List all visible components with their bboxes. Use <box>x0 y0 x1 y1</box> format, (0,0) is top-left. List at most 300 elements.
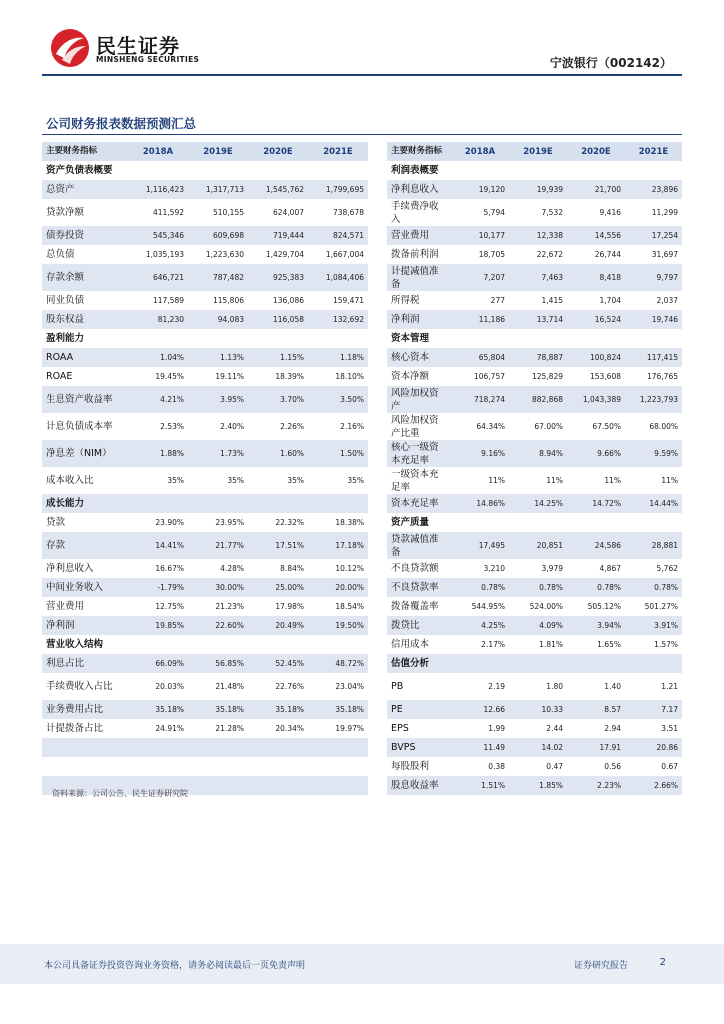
header-year-cell: 2019E <box>509 142 567 161</box>
value-cell: 22.60% <box>188 616 248 635</box>
value-cell <box>509 161 567 180</box>
value-cell: 718,274 <box>451 386 509 413</box>
value-cell: 19,939 <box>509 180 567 199</box>
value-cell: 1,084,406 <box>308 264 368 291</box>
value-cell: 14,556 <box>567 226 625 245</box>
row-label: 营业收入结构 <box>46 639 104 650</box>
value-cell: 21.28% <box>215 724 244 733</box>
value-cell: 1,223,630 <box>205 250 244 259</box>
value-cell: 67.00% <box>534 422 563 431</box>
value-cell: 14.44% <box>625 494 682 513</box>
value-cell <box>308 494 368 513</box>
value-cell: 116,058 <box>248 310 308 329</box>
value-cell: 64.34% <box>476 422 505 431</box>
value-cell: 2,037 <box>656 296 678 305</box>
value-cell <box>308 161 368 180</box>
right-financial-table <box>387 142 682 795</box>
value-cell: 1.18% <box>308 348 368 367</box>
value-cell: 117,415 <box>625 348 682 367</box>
value-cell: 20.34% <box>275 724 304 733</box>
value-cell: 1.21 <box>661 682 678 691</box>
header-label-cell: 主要财务指标 <box>387 142 451 161</box>
value-cell: 544.95% <box>471 602 505 611</box>
value-cell: 719,444 <box>248 226 308 245</box>
table-row <box>387 738 682 757</box>
value-cell: 1,116,423 <box>128 180 188 199</box>
value-cell <box>188 776 248 795</box>
value-cell: 14.41% <box>128 532 188 559</box>
value-cell: 30.00% <box>188 578 248 597</box>
table-row <box>42 367 368 386</box>
value-cell <box>188 494 248 513</box>
table-row <box>387 291 682 310</box>
value-cell: 100,824 <box>567 348 625 367</box>
value-cell: 1.40 <box>604 682 621 691</box>
value-cell: 18.39% <box>275 372 304 381</box>
value-cell: 35.18% <box>248 700 308 719</box>
row-label: 资本充足率 <box>387 494 451 513</box>
value-cell: 8,418 <box>567 264 625 291</box>
table-row <box>387 700 682 719</box>
table-row <box>42 719 368 738</box>
value-cell: 19.50% <box>308 616 368 635</box>
value-cell: 67.50% <box>592 422 621 431</box>
value-cell: 1.51% <box>451 776 509 795</box>
value-cell <box>188 161 248 180</box>
value-cell: 524.00% <box>529 602 563 611</box>
header-year-cell: 2020E <box>248 142 308 161</box>
value-cell: 1,043,389 <box>567 386 625 413</box>
value-cell: 277 <box>490 296 505 305</box>
value-cell: 14.25% <box>509 494 567 513</box>
row-label: 债券投资 <box>42 226 128 245</box>
value-cell: 48.72% <box>308 654 368 673</box>
table-row <box>42 700 368 719</box>
table-header-row <box>42 142 368 161</box>
header-year-cell: 2018A <box>451 142 509 161</box>
page-header <box>0 0 724 80</box>
value-cell <box>567 329 625 348</box>
table-row <box>42 180 368 199</box>
row-label: 成本收入比 <box>46 475 94 486</box>
value-cell <box>128 494 188 513</box>
value-cell <box>308 738 368 757</box>
value-cell: 22.76% <box>275 682 304 691</box>
table-row <box>42 226 368 245</box>
row-label: 核心一级资本充足率 <box>387 440 451 467</box>
value-cell: 9.66% <box>567 440 625 467</box>
value-cell: 9,416 <box>599 208 621 217</box>
row-label: 营业费用 <box>46 601 85 612</box>
value-cell: 10.12% <box>335 564 364 573</box>
value-cell: 21.77% <box>188 532 248 559</box>
table-row <box>42 635 368 654</box>
row-label: 同业负债 <box>46 295 85 306</box>
value-cell: 17,495 <box>451 532 509 559</box>
value-cell: 2.26% <box>280 422 304 431</box>
table-row <box>387 440 682 467</box>
value-cell: 2.44 <box>546 724 563 733</box>
row-label: 中间业务收入 <box>42 578 128 597</box>
value-cell: 115,806 <box>212 296 244 305</box>
row-label: 风险加权资产比重 <box>391 414 439 439</box>
row-label: 计息负债成本率 <box>46 421 113 432</box>
value-cell: 26,744 <box>594 250 621 259</box>
value-cell: 56.85% <box>188 654 248 673</box>
value-cell <box>451 513 509 532</box>
value-cell: 8.94% <box>509 440 567 467</box>
table-row <box>387 386 682 413</box>
value-cell: 23,896 <box>625 180 682 199</box>
value-cell: 19.97% <box>335 724 364 733</box>
value-cell: 35.18% <box>188 700 248 719</box>
value-cell <box>451 161 509 180</box>
table-row <box>387 513 682 532</box>
value-cell <box>308 757 368 776</box>
value-cell <box>128 161 188 180</box>
value-cell <box>248 776 308 795</box>
value-cell: 16.67% <box>155 564 184 573</box>
value-cell: 0.78% <box>567 578 625 597</box>
value-cell: 35% <box>167 476 184 485</box>
value-cell: 21.48% <box>215 682 244 691</box>
table-row <box>387 199 682 226</box>
value-cell: 176,765 <box>646 372 678 381</box>
value-cell <box>308 329 368 348</box>
value-cell: 8.57 <box>567 700 625 719</box>
value-cell: 624,007 <box>272 208 304 217</box>
row-label: 不良贷款率 <box>387 578 451 597</box>
value-cell: 1.60% <box>248 440 308 467</box>
value-cell: 19,746 <box>625 310 682 329</box>
value-cell: 0.78% <box>451 578 509 597</box>
value-cell: 7,463 <box>509 264 567 291</box>
value-cell: 153,608 <box>589 372 621 381</box>
value-cell: 17.18% <box>308 532 368 559</box>
value-cell: 1.80 <box>546 682 563 691</box>
value-cell: 0.78% <box>625 578 682 597</box>
value-cell <box>248 738 308 757</box>
row-label: 净利息收入 <box>387 180 451 199</box>
value-cell: 23.90% <box>155 518 184 527</box>
row-label: 一级资本充足率 <box>391 468 439 493</box>
value-cell: 17.91 <box>567 738 625 757</box>
value-cell: 81,230 <box>128 310 188 329</box>
table-row <box>387 578 682 597</box>
value-cell: 1,799,695 <box>308 180 368 199</box>
table-row <box>42 467 368 494</box>
value-cell <box>625 329 682 348</box>
value-cell: 545,346 <box>128 226 188 245</box>
value-cell: 11% <box>604 476 621 485</box>
value-cell: 738,678 <box>332 208 364 217</box>
table-row <box>387 310 682 329</box>
row-label: ROAE <box>46 371 73 382</box>
table-row <box>42 199 368 226</box>
table-row <box>387 161 682 180</box>
value-cell: 3,210 <box>483 564 505 573</box>
value-cell: 11,299 <box>651 208 678 217</box>
row-label: 信用成本 <box>391 639 430 650</box>
row-label: 风险加权资产 <box>387 386 451 413</box>
value-cell: 20.49% <box>248 616 308 635</box>
row-label: 净利润 <box>42 616 128 635</box>
value-cell: 7.17 <box>625 700 682 719</box>
value-cell: 9.59% <box>625 440 682 467</box>
row-label: 贷款减值准备 <box>387 532 451 559</box>
row-label: 存款余额 <box>42 264 128 291</box>
value-cell: 2.94 <box>604 724 621 733</box>
row-label: 贷款净额 <box>46 207 85 218</box>
value-cell: 5,762 <box>656 564 678 573</box>
row-label: EPS <box>391 723 409 734</box>
value-cell <box>567 654 625 673</box>
value-cell: 17.98% <box>275 602 304 611</box>
table-row <box>42 440 368 467</box>
table-row <box>387 719 682 738</box>
row-label: 业务费用占比 <box>42 700 128 719</box>
left-financial-table <box>42 142 368 795</box>
value-cell: 505.12% <box>587 602 621 611</box>
value-cell <box>128 757 188 776</box>
value-cell: 1.04% <box>128 348 188 367</box>
table-row <box>387 597 682 616</box>
table-row <box>387 635 682 654</box>
logo-english-name: MINSHENG SECURITIES <box>96 55 200 64</box>
value-cell: 7,532 <box>541 208 563 217</box>
value-cell <box>188 738 248 757</box>
value-cell: 2.40% <box>220 422 244 431</box>
value-cell: 1.99 <box>488 724 505 733</box>
value-cell <box>128 329 188 348</box>
table-row <box>42 291 368 310</box>
company-ticker: 宁波银行（002142） <box>549 56 672 70</box>
value-cell: 21.23% <box>215 602 244 611</box>
value-cell: 2.16% <box>340 422 364 431</box>
value-cell <box>509 513 567 532</box>
value-cell: 23.04% <box>335 682 364 691</box>
source-note: 资料来源：公司公告、民生证券研究院 <box>52 789 188 798</box>
value-cell: 510,155 <box>212 208 244 217</box>
row-label: 资产质量 <box>391 517 430 528</box>
value-cell: 1.88% <box>128 440 188 467</box>
value-cell: 19.45% <box>155 372 184 381</box>
value-cell: 18.54% <box>335 602 364 611</box>
value-cell <box>308 776 368 795</box>
table-row <box>387 467 682 494</box>
row-label: 成长能力 <box>42 494 128 513</box>
row-label: 盈利能力 <box>46 333 85 344</box>
table-row <box>387 654 682 673</box>
value-cell: 1.65% <box>597 640 621 649</box>
value-cell: 23.95% <box>215 518 244 527</box>
value-cell: 1.13% <box>188 348 248 367</box>
row-label: 资本净额 <box>391 371 430 382</box>
value-cell: 20.86 <box>625 738 682 757</box>
table-row <box>387 180 682 199</box>
value-cell: 106,757 <box>473 372 505 381</box>
value-cell: 19.11% <box>215 372 244 381</box>
value-cell <box>188 635 248 654</box>
value-cell <box>567 513 625 532</box>
value-cell: 2.66% <box>625 776 682 795</box>
table-row <box>42 413 368 440</box>
value-cell: 1,223,793 <box>625 386 682 413</box>
table-row <box>387 226 682 245</box>
value-cell: 19,120 <box>451 180 509 199</box>
table-row <box>42 264 368 291</box>
value-cell: 35.18% <box>128 700 188 719</box>
value-cell <box>248 757 308 776</box>
value-cell: 24.91% <box>155 724 184 733</box>
value-cell: 25.00% <box>248 578 308 597</box>
value-cell: 14.86% <box>451 494 509 513</box>
value-cell: 22.32% <box>275 518 304 527</box>
value-cell <box>248 635 308 654</box>
row-label: BVPS <box>387 738 451 757</box>
value-cell: 11% <box>661 476 678 485</box>
value-cell: 28,881 <box>625 532 682 559</box>
value-cell: 1.15% <box>248 348 308 367</box>
value-cell: 159,471 <box>332 296 364 305</box>
row-label: 净利润 <box>387 310 451 329</box>
row-label: 生息资产收益率 <box>42 386 128 413</box>
row-label: 总资产 <box>42 180 128 199</box>
value-cell: 13,714 <box>509 310 567 329</box>
table-row <box>42 616 368 635</box>
value-cell: 824,571 <box>308 226 368 245</box>
value-cell: 4.28% <box>220 564 244 573</box>
value-cell: 3.50% <box>308 386 368 413</box>
value-cell: 4.25% <box>451 616 509 635</box>
title-divider <box>42 134 682 135</box>
value-cell: 12,338 <box>509 226 567 245</box>
table-row <box>42 310 368 329</box>
value-cell: 132,692 <box>308 310 368 329</box>
value-cell: 12.66 <box>451 700 509 719</box>
value-cell: 19.85% <box>128 616 188 635</box>
value-cell: 94,083 <box>188 310 248 329</box>
value-cell: 1.57% <box>654 640 678 649</box>
table-row <box>387 329 682 348</box>
row-label: 资产负债表概要 <box>46 165 113 176</box>
row-label: 估值分析 <box>387 654 451 673</box>
table-row <box>387 413 682 440</box>
value-cell: 9.16% <box>451 440 509 467</box>
row-label: 股息收益率 <box>387 776 451 795</box>
value-cell: 3.70% <box>248 386 308 413</box>
table-row <box>387 757 682 776</box>
value-cell: 11% <box>488 476 505 485</box>
table-row <box>387 616 682 635</box>
table-row <box>42 329 368 348</box>
value-cell: 4,867 <box>599 564 621 573</box>
value-cell: 411,592 <box>152 208 184 217</box>
value-cell: 3.94% <box>567 616 625 635</box>
row-label: 拨备前利润 <box>391 249 439 260</box>
value-cell: 20.03% <box>155 682 184 691</box>
header-year-cell: 2018A <box>128 142 188 161</box>
table-row <box>42 348 368 367</box>
value-cell <box>625 161 682 180</box>
value-cell: 5,794 <box>483 208 505 217</box>
value-cell: 18.38% <box>335 518 364 527</box>
value-cell: 14.72% <box>567 494 625 513</box>
value-cell: 2.19 <box>488 682 505 691</box>
value-cell: 20,851 <box>509 532 567 559</box>
header-year-cell: 2021E <box>625 142 682 161</box>
row-label: 净息差（NIM） <box>42 440 128 467</box>
row-label: PB <box>391 681 404 692</box>
value-cell: 7,207 <box>451 264 509 291</box>
value-cell: 10,177 <box>451 226 509 245</box>
value-cell <box>625 654 682 673</box>
value-cell: 3.51 <box>661 724 678 733</box>
row-label: 利润表概要 <box>391 165 439 176</box>
value-cell: 1,415 <box>541 296 563 305</box>
value-cell: 3,979 <box>541 564 563 573</box>
table-row <box>42 161 368 180</box>
table-row <box>42 532 368 559</box>
value-cell: 136,086 <box>272 296 304 305</box>
value-cell: 31,697 <box>651 250 678 259</box>
row-label: PE <box>387 700 451 719</box>
value-cell: 11% <box>546 476 563 485</box>
section-title: 公司财务报表数据预测汇总 <box>46 116 197 131</box>
row-label: 手续费净收入 <box>391 200 439 225</box>
row-label: 贷款 <box>46 517 66 528</box>
value-cell: 787,482 <box>188 264 248 291</box>
value-cell: 12.75% <box>155 602 184 611</box>
header-divider <box>42 74 682 76</box>
value-cell <box>567 161 625 180</box>
row-label: 总负债 <box>46 249 75 260</box>
value-cell <box>451 329 509 348</box>
value-cell: 2.23% <box>567 776 625 795</box>
row-label: 手续费收入占比 <box>46 681 113 692</box>
value-cell <box>188 329 248 348</box>
value-cell: 125,829 <box>531 372 563 381</box>
value-cell: 66.09% <box>128 654 188 673</box>
value-cell: 1.50% <box>308 440 368 467</box>
value-cell <box>509 329 567 348</box>
value-cell: 0.56 <box>604 762 621 771</box>
value-cell <box>451 654 509 673</box>
value-cell: 68.00% <box>649 422 678 431</box>
header-year-cell: 2020E <box>567 142 625 161</box>
value-cell: 18,705 <box>478 250 505 259</box>
value-cell: 0.38 <box>488 762 505 771</box>
table-row <box>387 776 682 795</box>
value-cell: 0.47 <box>546 762 563 771</box>
value-cell: 65,804 <box>451 348 509 367</box>
header-label-cell: 主要财务指标 <box>42 142 128 161</box>
value-cell <box>625 513 682 532</box>
value-cell: 24,586 <box>567 532 625 559</box>
table-row <box>42 673 368 700</box>
value-cell <box>248 161 308 180</box>
table-row <box>387 367 682 386</box>
value-cell <box>188 757 248 776</box>
table-header-row <box>387 142 682 161</box>
value-cell: 1,429,704 <box>265 250 304 259</box>
value-cell: 882,868 <box>509 386 567 413</box>
value-cell: 2.53% <box>160 422 184 431</box>
value-cell <box>128 738 188 757</box>
value-cell: 646,721 <box>128 264 188 291</box>
value-cell: 501.27% <box>644 602 678 611</box>
header-year-cell: 2019E <box>188 142 248 161</box>
